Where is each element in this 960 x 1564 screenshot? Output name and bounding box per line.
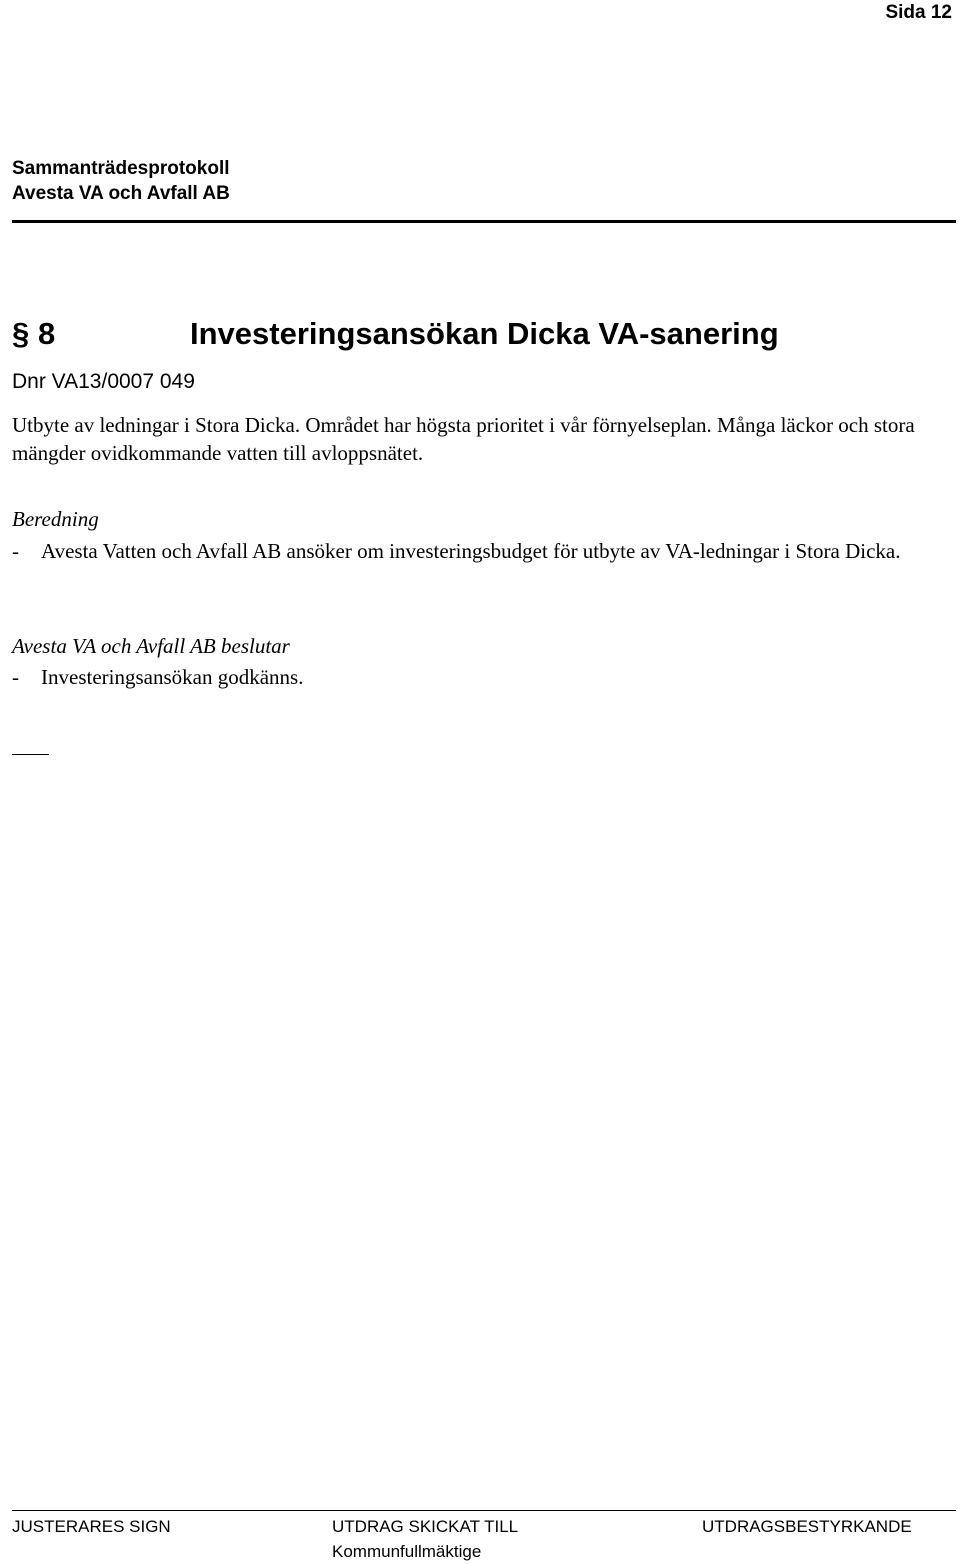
document-type: Sammanträdesprotokoll: [12, 158, 230, 179]
decision-heading: Avesta VA och Avfall AB beslutar: [12, 634, 290, 658]
footer-certified-label: UTDRAGSBESTYRKANDE: [702, 1517, 912, 1536]
footer-recipient: Kommunfullmäktige: [332, 1542, 482, 1561]
preparation-item: [12, 537, 942, 565]
footer-sent-label: UTDRAG SKICKAT TILL: [332, 1517, 519, 1536]
section-sign: §: [12, 316, 30, 351]
section-number: 8: [38, 316, 56, 351]
decision-item-text: Investeringsansökan godkänns.: [41, 665, 304, 689]
preparation-item-text: Avesta Vatten och Avfall AB ansöker om investeringsbudget för utbyte av VA-ledningar i Stora Dicka.: [41, 539, 901, 563]
section-title: Investeringsansökan Dicka VA-sanering: [190, 316, 779, 351]
preparation-heading: Beredning: [12, 507, 99, 531]
section-end-rule: [12, 754, 49, 755]
registration-number: Dnr VA13/0007 049: [12, 370, 195, 393]
intro-paragraph: Utbyte av ledningar i Stora Dicka. Området har högsta prioritet i vår förnyelseplan. Många läckor och stora mängder ovidkommande vatten till avloppsnätet.: [12, 413, 915, 465]
organization-name: Avesta VA och Avfall AB: [12, 183, 230, 204]
bullet-dash: -: [12, 539, 19, 563]
footer-sign-label: JUSTERARES SIGN: [12, 1517, 171, 1536]
page-number: Sida 12: [885, 2, 952, 23]
header-divider: [12, 220, 956, 223]
decision-item: [12, 663, 942, 691]
section-heading: [12, 316, 952, 356]
bullet-dash: -: [12, 665, 19, 689]
footer-divider: [12, 1510, 956, 1511]
